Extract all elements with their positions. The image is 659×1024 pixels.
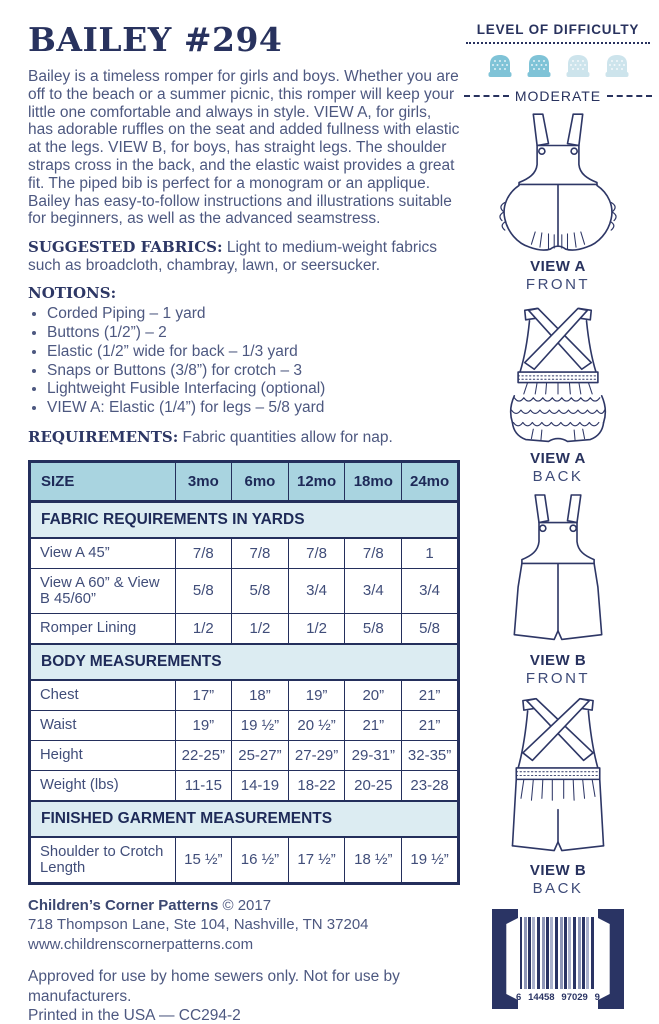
table-row: Chest 17” 18” 19” 20” 21” — [30, 680, 459, 711]
table-row: Waist 19” 19 ½” 20 ½” 21” 21” — [30, 710, 459, 740]
view-a-back-illustration — [482, 300, 634, 448]
dashed-divider — [607, 95, 652, 98]
section-finished-garment: FINISHED GARMENT MEASUREMENTS — [30, 801, 459, 837]
page-title: BAILEY #294 — [28, 20, 283, 59]
legal-line: Approved for use by home sewers only. Not for use by manufacturers. — [28, 968, 400, 1005]
suggested-fabrics-label: SUGGESTED FABRICS: — [28, 238, 223, 257]
size-col-6mo: 6mo — [232, 461, 289, 501]
view-position-label: FRONT — [525, 670, 591, 687]
barcode-spool — [492, 909, 624, 1009]
section-body-measurements: BODY MEASUREMENTS — [30, 644, 459, 680]
notion-item: • Elastic (1/2” wide for back – 1/3 yard — [47, 343, 460, 362]
copyright: © 2017 — [218, 896, 272, 914]
size-col-24mo: 24mo — [402, 461, 459, 501]
table-row: View A 60” & View B 45/60” 5/8 5/8 3/4 3/4 3/4 — [30, 568, 459, 613]
sidebar — [460, 22, 656, 1009]
table-row: View A 45” 7/8 7/8 7/8 7/8 1 — [30, 538, 459, 569]
view-label: VIEW B — [529, 862, 587, 879]
spool-right-flange — [598, 909, 624, 1009]
barcode-digits: 6 14458 97029 9 — [516, 992, 600, 1003]
view-a-front-illustration — [482, 111, 634, 256]
dotted-divider — [466, 41, 650, 44]
notion-item: • Corded Piping – 1 yard — [47, 305, 460, 324]
difficulty-level: MODERATE — [514, 88, 602, 104]
size-table — [28, 460, 460, 885]
figure-view-b-back — [460, 694, 656, 897]
section-fabric-requirements: FABRIC REQUIREMENTS IN YARDS — [30, 501, 459, 538]
thimble-icon — [563, 53, 593, 80]
requirements-label: REQUIREMENTS: — [28, 427, 179, 446]
suggested-fabrics — [28, 238, 460, 275]
size-col-12mo: 12mo — [288, 461, 345, 501]
publisher-website: www.childrenscornerpatterns.com — [28, 935, 254, 953]
publisher-line — [28, 896, 460, 916]
view-label: VIEW B — [529, 652, 587, 669]
notion-item: • Lightweight Fusible Interfacing (optional) — [47, 380, 460, 399]
size-col-3mo: 3mo — [175, 461, 232, 501]
requirements — [28, 428, 460, 447]
barcode-bars — [520, 917, 596, 989]
table-row: Shoulder to Crotch Length 15 ½” 16 ½” 17 ½” 18 ½” 19 ½” — [30, 837, 459, 884]
difficulty-thimbles — [460, 53, 656, 80]
notion-item: • Snaps or Buttons (3/8”) for crotch – 3 — [47, 362, 460, 381]
thimble-icon — [524, 53, 554, 80]
publisher-name: Children’s Corner Patterns — [28, 896, 219, 914]
main-content — [28, 20, 460, 1024]
dashed-divider — [464, 95, 509, 98]
pattern-description: Bailey is a timeless romper for girls and boys. Whether you are off to the beach or a summer picnic, this romper will keep your little one comfortable and always in style. VIEW A, for girls, has adorable ruffles on the seat and added fullness with elastic at the legs. VIEW B, for boys, has straight legs. The shoulder straps cross in the back, and the elastic waist provides a great fit. The piped bib is perfect for a monogram or an applique. Bailey has easy-to-follow instructions and illustrations suitable for beginners, as well as the advanced seamstress. — [28, 68, 460, 228]
view-position-label: BACK — [532, 880, 584, 897]
view-b-front-illustration — [482, 492, 634, 650]
view-position-label: BACK — [532, 468, 584, 485]
figure-view-a-front — [460, 111, 656, 293]
publisher-address: 718 Thompson Lane, Ste 104, Nashville, TN 37204 — [28, 916, 369, 934]
publisher-block — [28, 896, 460, 955]
size-header: SIZE — [30, 461, 176, 501]
notions-list — [28, 305, 460, 418]
thimble-icon — [602, 53, 632, 80]
difficulty-block — [460, 22, 656, 104]
spool-left-flange — [492, 909, 518, 1009]
table-row: Weight (lbs) 11-15 14-19 18-22 20-25 23-28 — [30, 770, 459, 801]
view-b-back-illustration — [482, 694, 634, 860]
requirements-text: Fabric quantities allow for nap. — [178, 428, 393, 446]
size-col-18mo: 18mo — [345, 461, 402, 501]
figure-view-a-back — [460, 300, 656, 485]
legal-line: Printed in the USA — CC294-2 — [28, 1007, 241, 1024]
view-label: VIEW A — [530, 450, 586, 467]
legal-block — [28, 967, 460, 1024]
view-label: VIEW A — [530, 258, 586, 275]
notion-item: • Buttons (1/2”) – 2 — [47, 324, 460, 343]
suggested-fabrics-text: Light to medium-weight fabrics such as broadcloth, chambray, lawn, or seersucker. — [28, 239, 438, 275]
difficulty-title: LEVEL OF DIFFICULTY — [476, 22, 640, 37]
difficulty-level-row — [460, 88, 656, 104]
table-row: Height 22-25” 25-27” 27-29” 29-31” 32-35” — [30, 740, 459, 770]
notion-item: • VIEW A: Elastic (1/4”) for legs – 5/8 yard — [47, 399, 460, 418]
size-table-header-row — [30, 461, 459, 501]
view-position-label: FRONT — [525, 276, 591, 293]
table-row: Romper Lining 1/2 1/2 1/2 5/8 5/8 — [30, 613, 459, 644]
notions-heading: NOTIONS: — [28, 284, 117, 303]
thimble-icon — [485, 53, 515, 80]
figure-view-b-front — [460, 492, 656, 687]
